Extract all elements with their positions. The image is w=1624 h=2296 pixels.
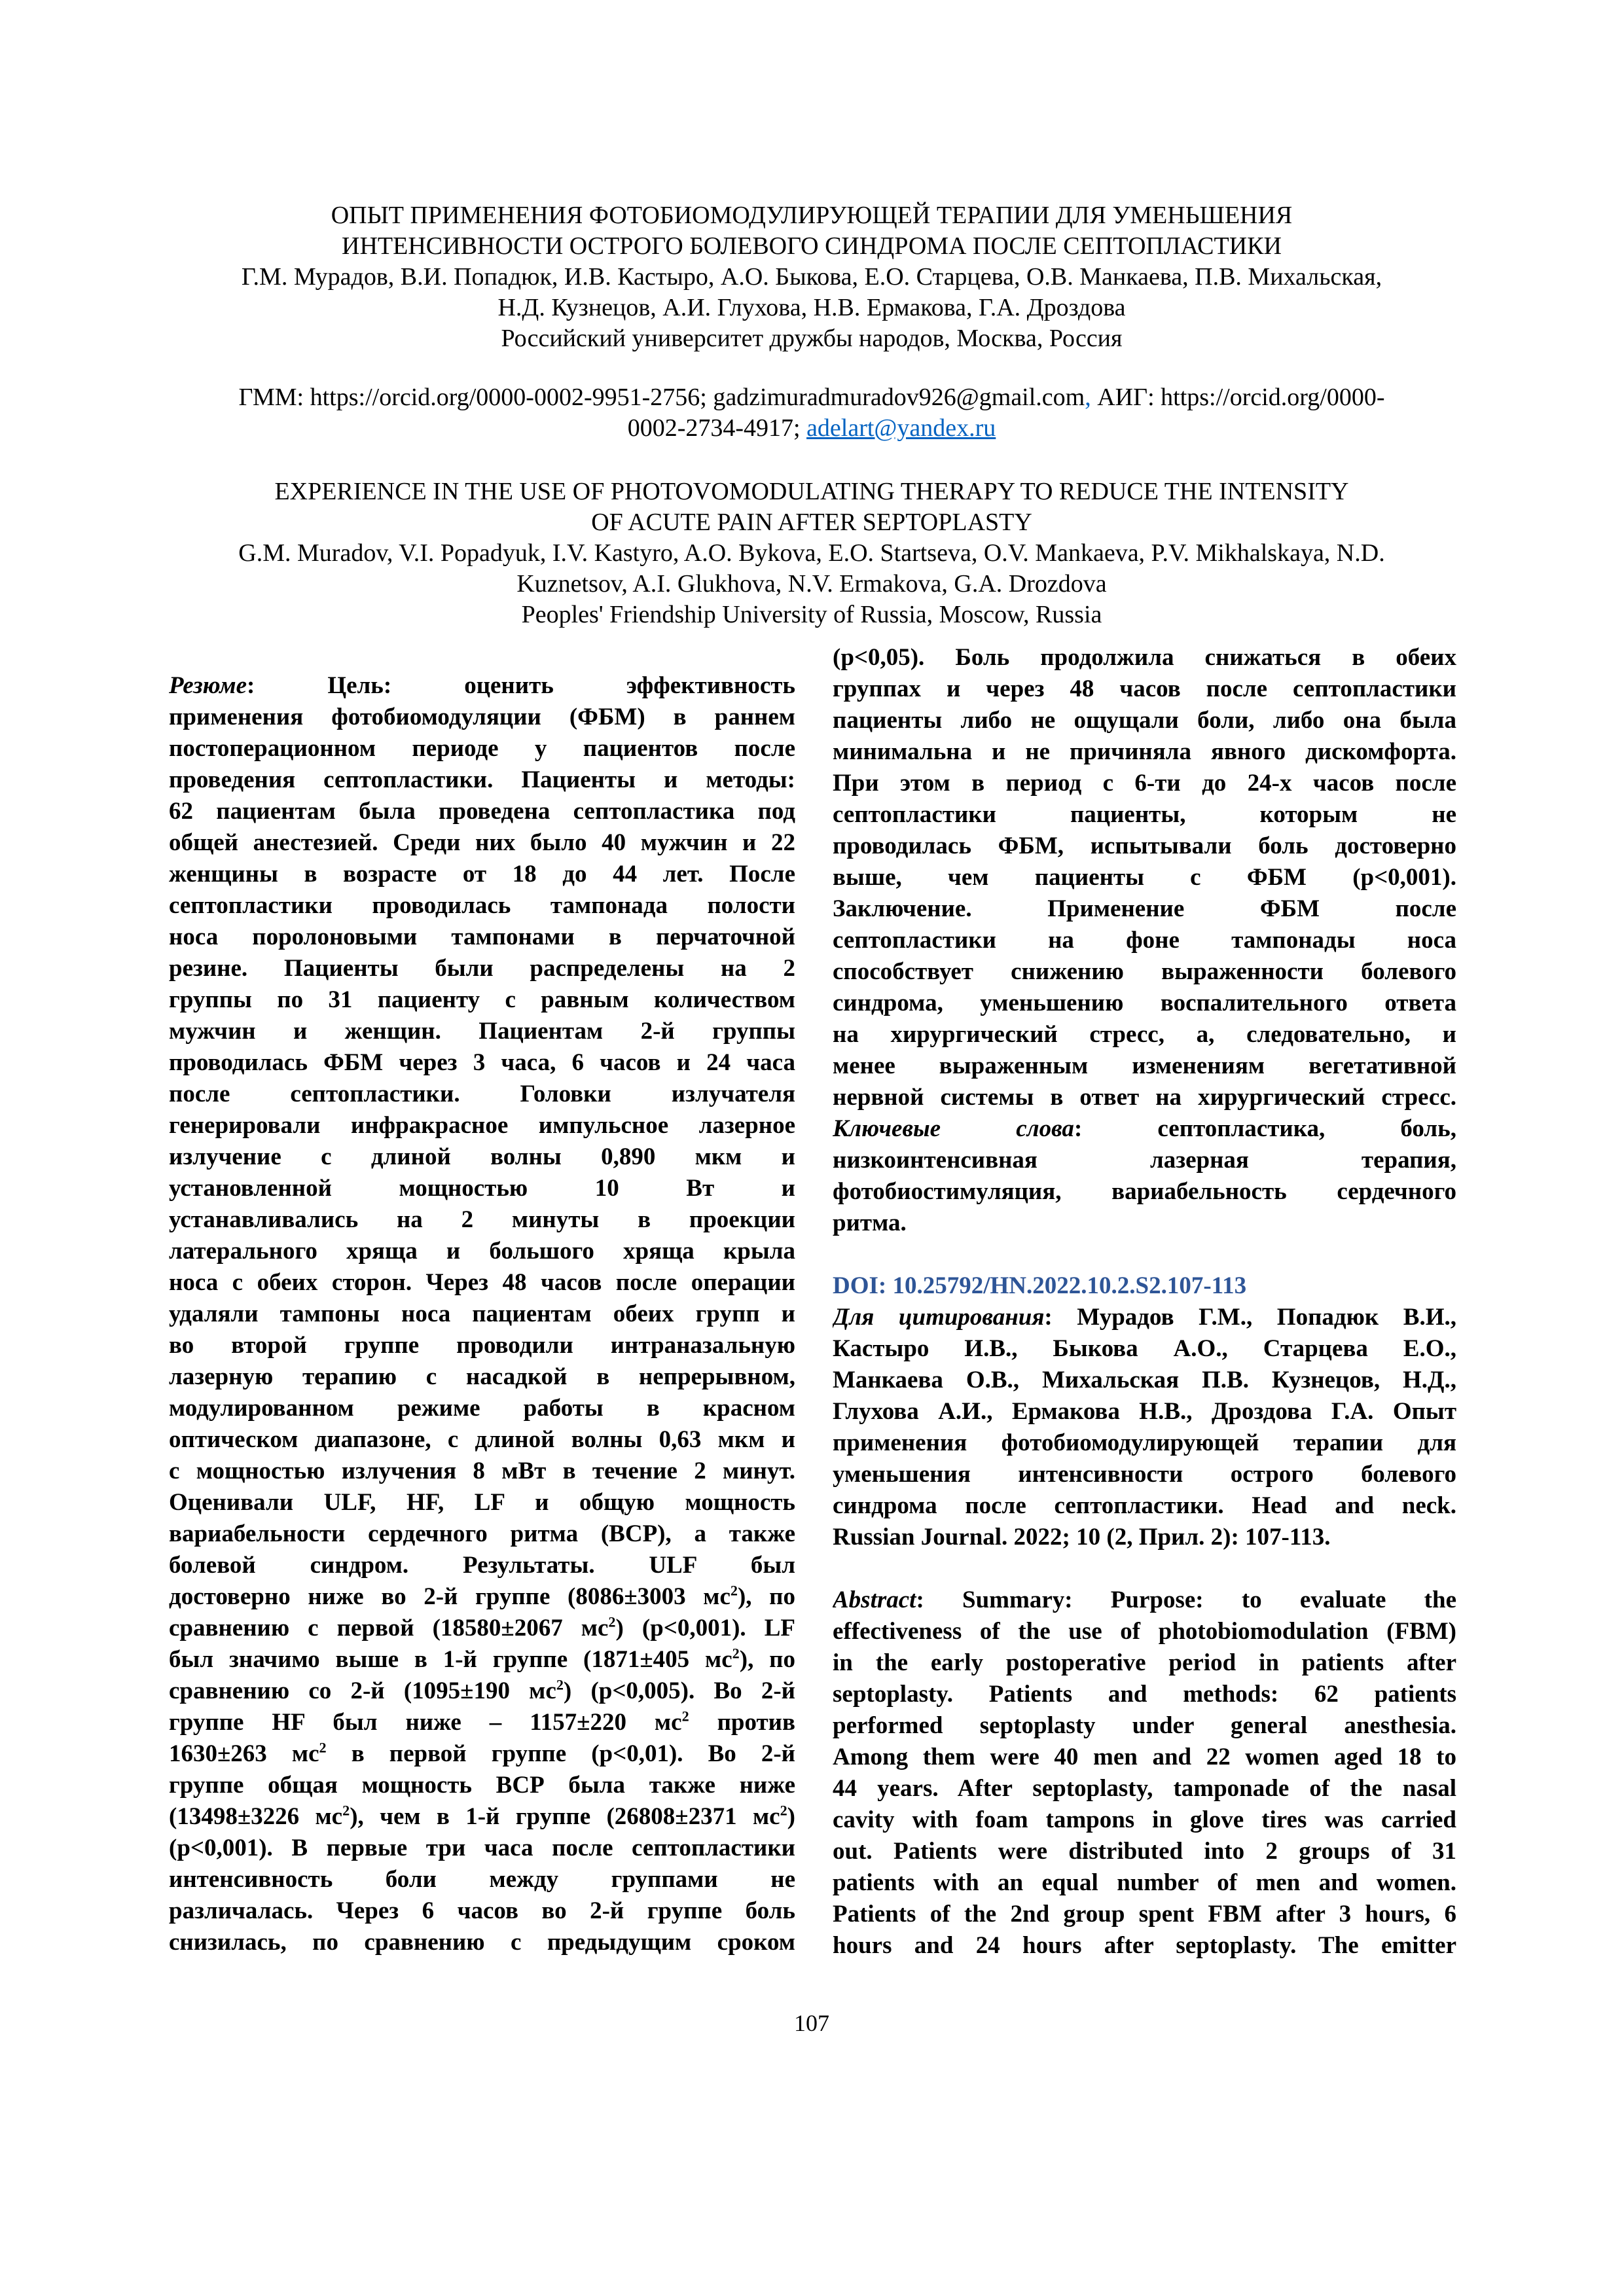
superscript: 2 [608,1613,616,1630]
text-line: 44 years. After septoplasty, tamponade of the nasal [833,1775,1456,1802]
text-line: 62 пациентам была проведена септопластика под [169,798,795,825]
text-part: в первой группе (p<0,01). Во 2-й [326,1740,795,1767]
text-line: проведения септопластики. Пациенты и методы: [169,766,795,793]
abstract-line [833,1585,1456,1616]
text-line: выше, чем пациенты с ФБМ (p<0,001). [833,864,1456,891]
text-line: резине. Пациенты были распределены на 2 [169,955,795,982]
text-line [169,1581,795,1613]
text-part: (13498±3226 мс [169,1803,343,1830]
text-line: носа поролоновыми тампонами в перчаточной [169,924,795,950]
en-title-line: EXPERIENCE IN THE USE OF PHOTOVOMODULATING THERAPY TO REDUCE THE INTENSITY [274,478,1349,505]
text-part: ), чем в 1-й группе (26808±2371 мс [350,1803,780,1830]
text-line [169,1707,795,1738]
text-line: При этом в период с 6-ти до 24-х часов после [833,770,1456,797]
superscript: 2 [319,1739,327,1756]
resume-label: Резюме [169,672,247,699]
text-line: синдрома после септопластики. Head and neck. [833,1492,1456,1519]
ru-title-line: ОПЫТ ПРИМЕНЕНИЯ ФОТОБИОМОДУЛИРУЮЩЕЙ ТЕРАПИИ ДЛЯ УМЕНЬШЕНИЯ [331,202,1293,229]
text-line: на хирургический стресс, а, следовательно, и [833,1021,1456,1048]
text-part: ) (p<0,001). LF [615,1615,795,1641]
citation-label: Для цитирования [833,1304,1045,1331]
text-line: Манкаева О.В., Михальская П.В. Кузнецов, Н.Д., [833,1367,1456,1393]
text-line: Russian Journal. 2022; 10 (2, Прил. 2): 107-113. [833,1524,1331,1551]
text-line: вариабельности сердечного ритма (ВСР), а также [169,1520,795,1547]
text-line: нервной системы в ответ на хирургический стресс. [833,1084,1456,1111]
text-part: сравнению с первой (18580±2067 мс [169,1615,609,1641]
text-part: ), по [739,1646,795,1673]
text-line: in the early postoperative period in patients after [833,1649,1456,1676]
text-line: после септопластики. Головки излучателя [169,1081,795,1107]
en-authors-line: Kuznetsov, A.I. Glukhova, N.V. Ermakova, G.A. Drozdova [516,570,1107,598]
text-line: постоперационном периоде у пациентов после [169,735,795,762]
text-line [169,1801,795,1833]
text-line [169,1613,795,1644]
text-line: носа с обеих сторон. Через 48 часов после операции [169,1269,795,1296]
text-line: cavity with foam tampons in glove tires was carried [833,1806,1456,1833]
text-line: Глухова А.И., Ермакова Н.В., Дроздова Г.А. Опыт [833,1398,1456,1425]
text-line: уменьшения интенсивности острого болевого [833,1461,1456,1488]
contact-aig: АИГ: https://orcid.org/0000- [1091,384,1385,411]
abstract-label: Abstract [833,1587,916,1613]
text-line: группе общая мощность ВСР была также ниже [169,1772,795,1799]
en-authors-line: G.M. Muradov, V.I. Popadyuk, I.V. Kastyro, A.O. Bykova, E.O. Startseva, O.V. Mankaeva, P.V. Mikhalskaya, N.D. [238,539,1385,567]
ru-authors-line: Н.Д. Кузнецов, А.И. Глухова, Н.В. Ермакова, Г.А. Дроздова [497,294,1126,321]
text-part: 1630±263 мс [169,1740,319,1767]
text-line: менее выраженным изменениям вегетативной [833,1052,1456,1079]
text-line: проводилась ФБМ через 3 часа, 6 часов и 24 часа [169,1049,795,1076]
text-line: Among them were 40 men and 22 women aged 18 to [833,1744,1456,1770]
text-line: модулированном режиме работы в красном [169,1395,795,1422]
text-line: женщины в возрасте от 18 до 44 лет. После [169,861,795,888]
spacer [833,1239,1456,1270]
superscript: 2 [780,1802,787,1819]
text-line: септопластики пациенты, которым не [833,801,1456,828]
contact-gmm: ГММ: https://orcid.org/0000-0002-9951-2756; gadzimuradmuradov926@gmail.com [238,384,1085,411]
text-line: septoplasty. Patients and methods: 62 patients [833,1681,1456,1708]
text-line: интенсивность боли между группами не [169,1866,795,1893]
spacer [833,1553,1456,1585]
ru-affiliation: Российский университет дружбы народов, Москва, Россия [501,325,1123,352]
contacts-line-2 [157,413,1466,444]
superscript: 2 [556,1676,564,1693]
text-line: (p<0,05). Боль продолжила снижаться в обеих [833,644,1456,671]
ru-title [157,200,1466,262]
contacts [157,382,1466,444]
text-line: различалась. Через 6 часов во 2-й группе боль [169,1897,795,1924]
text-line: во второй группе проводили интраназальную [169,1332,795,1359]
text-line: hours and 24 hours after septoplasty. The emitter [833,1932,1456,1959]
en-title [157,476,1466,538]
text-line: общей анестезией. Среди них было 40 мужчин и 22 [169,829,795,856]
text-line: латерального хряща и большого хряща крыла [169,1238,795,1265]
superscript: 2 [732,1645,740,1662]
text-part: сравнению со 2-й (1095±190 мс [169,1677,556,1704]
text-line: снизилась, по сравнению с предыдущим сроком [169,1929,795,1956]
text-part: группе HF был ниже – 1157±220 мс [169,1709,682,1736]
text-line: применения фотобиомодуляции (ФБМ) в раннем [169,704,795,730]
right-column [833,642,1456,1962]
text-line: Заключение. Применение ФБМ после [833,895,1456,922]
text-part: ) [787,1803,795,1830]
contact-link-comma[interactable]: , [1085,384,1091,411]
text-line: болевой синдром. Результаты. ULF был [169,1552,795,1579]
resume-line [169,670,795,702]
text-part: ) (p<0,005). Во 2-й [563,1677,795,1704]
text-line: излучение с длиной волны 0,890 мкм и [169,1143,795,1170]
text-line: с мощностью излучения 8 мВт в течение 2 минут. [169,1458,795,1484]
text-line: Patients of the 2nd group spent FBM after 3 hours, 6 [833,1901,1456,1928]
text-line: синдрома, уменьшению воспалительного ответа [833,990,1456,1016]
page-number: 107 [794,2010,829,2036]
text-part: : Summary: Purpose: to evaluate the [916,1587,1456,1613]
text-line: лазерную терапию с насадкой в непрерывном, [169,1363,795,1390]
text-line: ритма. [833,1210,907,1236]
text-line: удаляли тампоны носа пациентам обеих групп и [169,1300,795,1327]
text-part: достоверно ниже во 2-й группе (8086±3003 мс [169,1583,731,1610]
text-line: минимальна и не причиняла явного дискомфорта. [833,738,1456,765]
text-line: септопластики проводилась тампонада полости [169,892,795,919]
text-line: установленной мощностью 10 Вт и [169,1175,795,1202]
superscript: 2 [342,1802,350,1819]
text-line: Оценивали ULF, HF, LF и общую мощность [169,1489,795,1516]
en-affiliation: Peoples' Friendship University of Russia, Moscow, Russia [521,601,1102,628]
text-line: (p<0,001). В первые три часа после септопластики [169,1835,795,1861]
superscript: 2 [681,1708,689,1725]
contact-orcid-tail: 0002-2734-4917; [627,414,807,442]
keywords-line [833,1113,1456,1145]
text-part: ), по [737,1583,795,1610]
ru-authors-line: Г.М. Мурадов, В.И. Попадюк, И.В. Кастыро, А.О. Быкова, Е.О. Старцева, О.В. Манкаева, П.В. Михальская, [241,263,1382,291]
text-line: устанавливались на 2 минуты в проекции [169,1206,795,1233]
text-part: : Мурадов Г.М., Попадюк В.И., [1044,1304,1456,1331]
text-line: пациенты либо не ощущали боли, либо она была [833,707,1456,734]
en-title-line: OF ACUTE PAIN AFTER SEPTOPLASTY [591,509,1032,536]
text-line: применения фотобиомодулирующей терапии для [833,1429,1456,1456]
text-line: фотобиостимуляция, вариабельность сердечного [833,1178,1456,1205]
text-line: patients with an equal number of men and women. [833,1869,1456,1896]
text-line: септопластики на фоне тампонады носа [833,927,1456,954]
text-line: out. Patients were distributed into 2 groups of 31 [833,1838,1456,1865]
text-line: мужчин и женщин. Пациентам 2-й группы [169,1018,795,1045]
text-line: группы по 31 пациенту с равным количеством [169,986,795,1013]
ru-authors [157,262,1466,354]
superscript: 2 [730,1582,738,1599]
text-line: проводилась ФБМ, испытывали боль достоверно [833,833,1456,859]
text-part: : септопластика, боль, [1074,1115,1456,1142]
en-authors [157,538,1466,630]
text-line: генерировали инфракрасное импульсное лазерное [169,1112,795,1139]
contacts-line-1 [157,382,1466,413]
ru-title-line: ИНТЕНСИВНОСТИ ОСТРОГО БОЛЕВОГО СИНДРОМА ПОСЛЕ СЕПТОПЛАСТИКИ [342,232,1282,260]
text-line: низкоинтенсивная лазерная терапия, [833,1147,1456,1174]
text-line [169,1644,795,1676]
text-line [169,1738,795,1770]
text-line: : Цель: оценить эффективность [247,672,795,699]
text-line: способствует снижению выраженности болевого [833,958,1456,985]
left-column [169,670,795,1958]
keywords-label: Ключевые слова [833,1115,1074,1142]
text-line: группах и через 48 часов после септопластики [833,675,1456,702]
text-line: Кастыро И.В., Быкова А.О., Старцева Е.О., [833,1335,1456,1362]
text-line [169,1676,795,1707]
text-line: performed septoplasty under general anesthesia. [833,1712,1456,1739]
email-link[interactable]: adelart@yandex.ru [806,414,996,442]
doi-link[interactable]: DOI: 10.25792/HN.2022.10.2.S2.107-113 [833,1272,1247,1299]
text-part: против [689,1709,795,1736]
text-line: effectiveness of the use of photobiomodulation (FBM) [833,1618,1456,1645]
citation-line [833,1302,1456,1333]
text-line: оптическом диапазоне, с длиной волны 0,63 мкм и [169,1426,795,1453]
text-part: был значимо выше в 1-й группе (1871±405 мс [169,1646,732,1673]
